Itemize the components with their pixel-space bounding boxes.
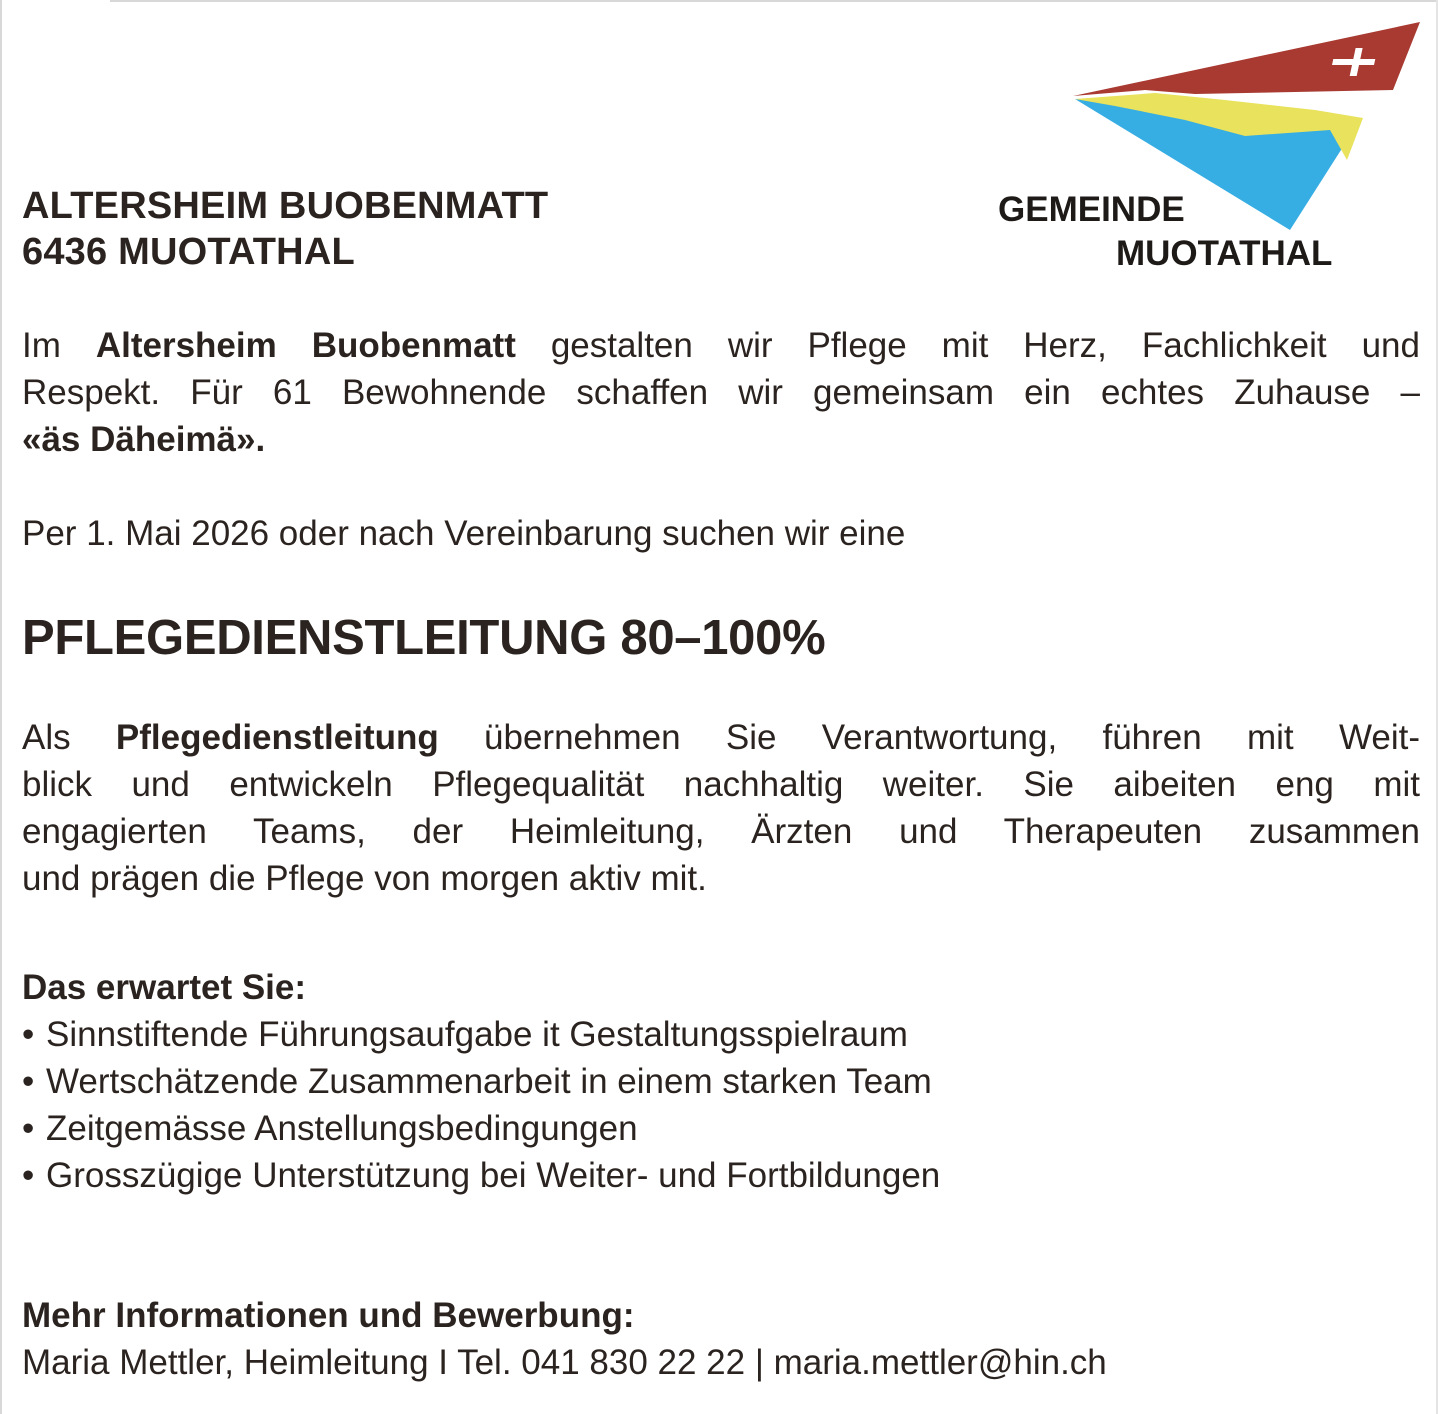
list-item-text: Wertschätzende Zusammenarbeit in einem starken Team bbox=[46, 1062, 932, 1101]
list-item bbox=[22, 1152, 940, 1199]
organization-name: ALTERSHEIM BUOBENMATT bbox=[22, 185, 549, 227]
bullet-icon: • bbox=[22, 1062, 35, 1101]
description-text: Als bbox=[22, 718, 71, 757]
description-line-3: engagierten Teams, der Heimleitung, Ärzten und Therapeuten zusammen bbox=[22, 812, 1420, 851]
organization-address: 6436 MUOTATHAL bbox=[22, 231, 355, 273]
job-title: PFLEGEDIENSTLEITUNG 80–100% bbox=[22, 611, 826, 665]
organization-header bbox=[22, 183, 548, 275]
list-item bbox=[22, 1011, 940, 1058]
expectations-heading: Das erwartet Sie: bbox=[22, 968, 307, 1007]
logo-text-gemeinde: GEMEINDE bbox=[998, 190, 1185, 229]
intro-paragraph bbox=[22, 322, 1420, 463]
expectations-section bbox=[22, 964, 940, 1199]
intro-text: Im bbox=[22, 326, 61, 365]
frame-border-top bbox=[110, 0, 1438, 2]
list-item bbox=[22, 1105, 940, 1152]
intro-line-3 bbox=[22, 416, 1420, 463]
intro-line-2: Respekt. Für 61 Bewohnende schaffen wir gemeinsam ein echtes Zuhause – bbox=[22, 373, 1420, 412]
list-item-text: Sinnstiftende Führungsaufgabe it Gestaltungsspielraum bbox=[46, 1015, 908, 1054]
bullet-icon: • bbox=[22, 1015, 35, 1054]
bullet-icon: • bbox=[22, 1109, 35, 1148]
intro-tagline: «äs Däheimä». bbox=[22, 420, 266, 459]
description-line-4: und prägen die Pflege von morgen aktiv mit. bbox=[22, 859, 707, 898]
intro-text: gestalten wir Pflege mit Herz, Fachlichkeit und bbox=[550, 326, 1420, 365]
start-date-text: Per 1. Mai 2026 oder nach Vereinbarung suchen wir eine bbox=[22, 514, 906, 553]
description-line-2: blick und entwickeln Pflegequalität nachhaltig weiter. Sie aibeiten eng mit bbox=[22, 765, 1420, 804]
list-item-text: Zeitgemässe Anstellungsbedingungen bbox=[46, 1109, 638, 1148]
list-item-text: Grosszügige Unterstützung bei Weiter- und Fortbildungen bbox=[46, 1156, 941, 1195]
frame-border-left bbox=[0, 0, 2, 1414]
description-text: übernehmen Sie Verantwortung, führen mit Weit- bbox=[484, 718, 1420, 757]
intro-line-1 bbox=[22, 322, 1420, 369]
expectations-list bbox=[22, 1011, 940, 1199]
list-item bbox=[22, 1058, 940, 1105]
logo-text-muotathal: MUOTATHAL bbox=[1116, 234, 1333, 273]
contact-details: Maria Mettler, Heimleitung I Tel. 041 830 22 22 | maria.mettler@hin.ch bbox=[22, 1343, 1107, 1382]
bullet-icon: • bbox=[22, 1156, 35, 1195]
gemeinde-muotathal-logo bbox=[995, 18, 1425, 278]
description-line-1 bbox=[22, 714, 1420, 761]
job-description bbox=[22, 714, 1420, 902]
contact-heading: Mehr Informationen und Bewerbung: bbox=[22, 1296, 635, 1335]
description-emphasis: Pflegedienstleitung bbox=[115, 718, 439, 757]
contact-section bbox=[22, 1292, 1107, 1386]
intro-emphasis: Altersheim Buobenmatt bbox=[95, 326, 516, 365]
